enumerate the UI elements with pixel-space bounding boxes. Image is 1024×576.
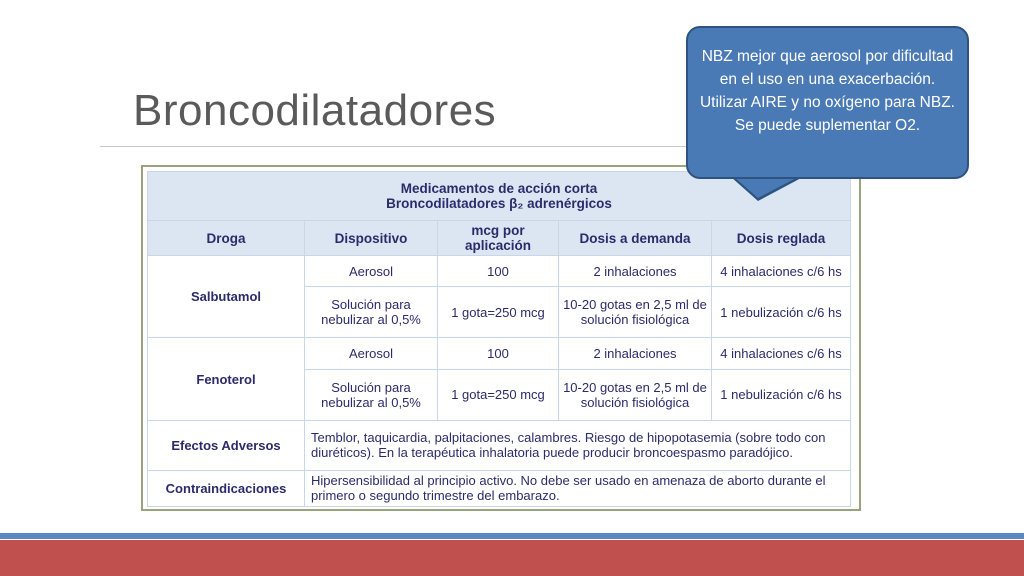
table-cell: 10-20 gotas en 2,5 ml de solución fisiológica [559, 369, 712, 420]
drug-table-frame [141, 165, 861, 511]
table-title-line2: Broncodilatadores β₂ adrenérgicos [386, 196, 612, 212]
callout-tail [733, 176, 800, 198]
slide-title: Broncodilatadores [133, 86, 497, 135]
footer-blue-bar [0, 533, 1024, 539]
header-dispositivo: Dispositivo [305, 221, 438, 256]
table-cell: Solución para nebulizar al 0,5% [305, 287, 438, 338]
table-cell: Aerosol [305, 338, 438, 369]
table-cell: 4 inhalaciones c/6 hs [712, 338, 851, 369]
title-divider [100, 146, 700, 147]
callout-line2: Utilizar AIRE y no oxígeno para NBZ. Se puede suplementar O2. [699, 94, 955, 134]
table-cell: 2 inhalaciones [559, 338, 712, 369]
footer-red-bar [0, 540, 1024, 576]
table-cell: 2 inhalaciones [559, 256, 712, 287]
table-cell: 4 inhalaciones c/6 hs [712, 256, 851, 287]
drug-salbutamol: Salbutamol [148, 256, 305, 338]
header-dosis-demanda: Dosis a demanda [559, 221, 712, 256]
adverse-effects-text: Temblor, taquicardia, palpitaciones, calambres. Riesgo de hipopotasemia (sobre todo con diuréticos). En la terapéutica inhalatoria puede producir broncoespasmo paradójico. [305, 420, 851, 470]
drug-table [147, 171, 851, 507]
table-cell: 100 [438, 256, 559, 287]
header-dosis-reglada: Dosis reglada [712, 221, 851, 256]
table-cell: 100 [438, 338, 559, 369]
adverse-effects-label: Efectos Adversos [148, 420, 305, 470]
callout-line1: NBZ mejor que aerosol por dificultad en el uso en una exacerbación. [701, 48, 954, 88]
contraindications-text: Hipersensibilidad al principio activo. No debe ser usado en amenaza de aborto durante el primero o segundo trimestre del embarazo. [305, 470, 851, 506]
table-cell: 1 nebulización c/6 hs [712, 287, 851, 338]
table-cell: 1 gota=250 mcg [438, 369, 559, 420]
header-mcg: mcg por aplicación [438, 221, 559, 256]
table-cell: Solución para nebulizar al 0,5% [305, 369, 438, 420]
callout-note [686, 26, 969, 179]
drug-fenoterol: Fenoterol [148, 338, 305, 420]
header-droga: Droga [148, 221, 305, 256]
table-cell: Aerosol [305, 256, 438, 287]
contraindications-label: Contraindicaciones [148, 470, 305, 506]
table-cell: 1 nebulización c/6 hs [712, 369, 851, 420]
table-cell: 10-20 gotas en 2,5 ml de solución fisiológica [559, 287, 712, 338]
table-title-line1: Medicamentos de acción corta [400, 181, 598, 197]
table-cell: 1 gota=250 mcg [438, 287, 559, 338]
